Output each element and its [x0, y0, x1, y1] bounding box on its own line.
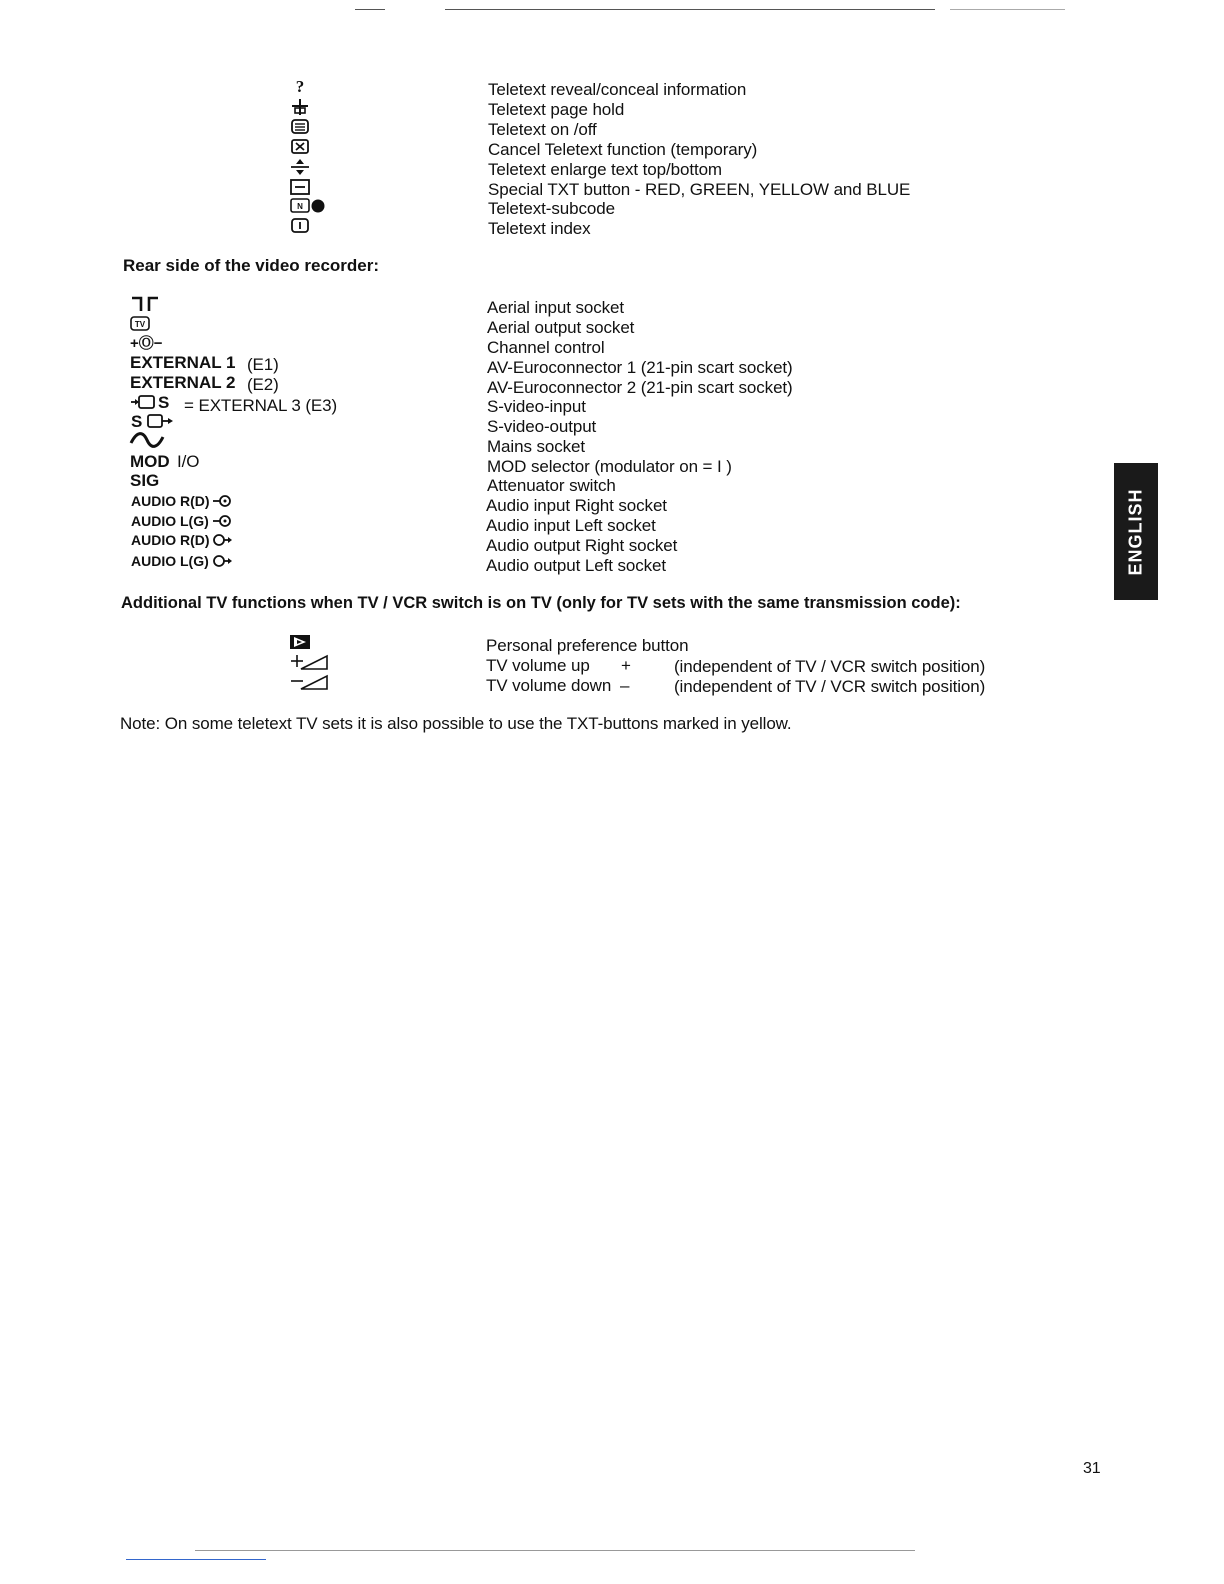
channel-control-icon: +Ⓞ− [130, 335, 163, 352]
rear-desc: Channel control [487, 338, 605, 357]
scan-line-bottom-blue [126, 1559, 266, 1560]
additional-desc: TV volume down [486, 676, 612, 695]
rear-desc: AV-Euroconnector 1 (21-pin scart socket) [487, 358, 793, 377]
special-txt-icon [289, 178, 311, 196]
rear-label: AUDIO R(D) [131, 532, 210, 548]
rear-label: S [131, 412, 143, 431]
scan-line-top [445, 9, 935, 10]
tv-output-icon [130, 315, 152, 333]
teletext-desc: Teletext index [488, 219, 591, 238]
page-hold-icon [289, 98, 311, 116]
rear-desc: Audio input Left socket [486, 516, 656, 535]
rear-desc: MOD selector (modulator on = I ) [487, 457, 732, 476]
teletext-desc: Teletext-subcode [488, 199, 615, 218]
teletext-desc: Teletext reveal/conceal information [488, 80, 747, 99]
audio-output-icon [211, 531, 233, 549]
rear-desc: Audio output Left socket [486, 556, 667, 575]
rear-label: EXTERNAL 2 [130, 373, 236, 392]
s-video-input-icon [130, 393, 156, 411]
language-tab-label: ENGLISH [1125, 487, 1146, 576]
rear-label: EXTERNAL 1 [130, 353, 236, 372]
svg-text:TV: TV [134, 320, 146, 329]
rear-desc: Mains socket [487, 437, 586, 456]
svg-text:N: N [297, 202, 303, 211]
enlarge-text-icon [289, 158, 311, 176]
page-number: 31 [1083, 1460, 1101, 1477]
additional-note: (independent of TV / VCR switch position) [674, 657, 986, 676]
additional-desc: TV volume up [486, 656, 590, 675]
rear-desc: AV-Euroconnector 2 (21-pin scart socket) [487, 378, 793, 397]
rear-desc: Audio output Right socket [486, 536, 678, 555]
index-icon [289, 217, 311, 235]
personal-preference-icon [289, 633, 311, 651]
scan-line-top [355, 9, 385, 10]
rear-desc: S-video-output [487, 417, 597, 436]
aerial-input-icon [130, 295, 160, 313]
rear-label: SIG [130, 471, 160, 490]
volume-up-icon [289, 653, 329, 671]
teletext-on-icon [289, 118, 311, 136]
rear-label-suffix: = EXTERNAL 3 (E3) [184, 396, 338, 415]
mains-icon [129, 432, 165, 450]
note-text: Note: On some teletext TV sets it is also possible to use the TXT-buttons marked in yellow. [120, 714, 792, 733]
rear-label: S [158, 393, 170, 412]
teletext-desc: Teletext page hold [488, 100, 625, 119]
volume-down-icon [289, 673, 329, 691]
teletext-desc: Cancel Teletext function (temporary) [488, 140, 758, 159]
additional-sign: + [621, 656, 631, 675]
audio-input-icon [212, 512, 234, 530]
scan-line-bottom [195, 1550, 915, 1551]
additional-functions-heading: Additional TV functions when TV / VCR switch is on TV (only for TV sets with the same transmission code): [121, 594, 961, 612]
language-tab [1114, 463, 1158, 600]
rear-desc: S-video-input [487, 397, 586, 416]
rear-desc: Attenuator switch [487, 476, 616, 495]
rear-desc: Aerial input socket [487, 298, 625, 317]
rear-label-suffix: (E2) [247, 375, 279, 394]
additional-note: (independent of TV / VCR switch position) [674, 677, 986, 696]
additional-sign: – [620, 676, 630, 695]
audio-input-icon [212, 492, 234, 510]
rear-desc: Aerial output socket [487, 318, 635, 337]
teletext-desc: Special TXT button - RED, GREEN, YELLOW and BLUE [488, 180, 911, 199]
svg-text:?: ? [295, 77, 305, 95]
rear-label-suffix: (E1) [247, 355, 279, 374]
rear-label: AUDIO R(D) [131, 493, 210, 509]
rear-label: AUDIO L(G) [131, 553, 209, 569]
teletext-desc: Teletext on /off [488, 120, 597, 139]
additional-desc: Personal preference button [486, 636, 689, 655]
question-mark-icon [289, 77, 311, 95]
cancel-teletext-icon [289, 138, 311, 156]
scan-line-top [950, 9, 1065, 10]
subcode-icon [289, 197, 327, 215]
rear-label: MOD [130, 452, 170, 471]
s-video-output-icon [146, 412, 174, 430]
teletext-desc: Teletext enlarge text top/bottom [488, 160, 722, 179]
rear-label-suffix: I/O [177, 452, 200, 471]
rear-label: AUDIO L(G) [131, 513, 209, 529]
rear-side-heading: Rear side of the video recorder: [123, 256, 380, 275]
rear-desc: Audio input Right socket [486, 496, 667, 515]
audio-output-icon [211, 552, 233, 570]
